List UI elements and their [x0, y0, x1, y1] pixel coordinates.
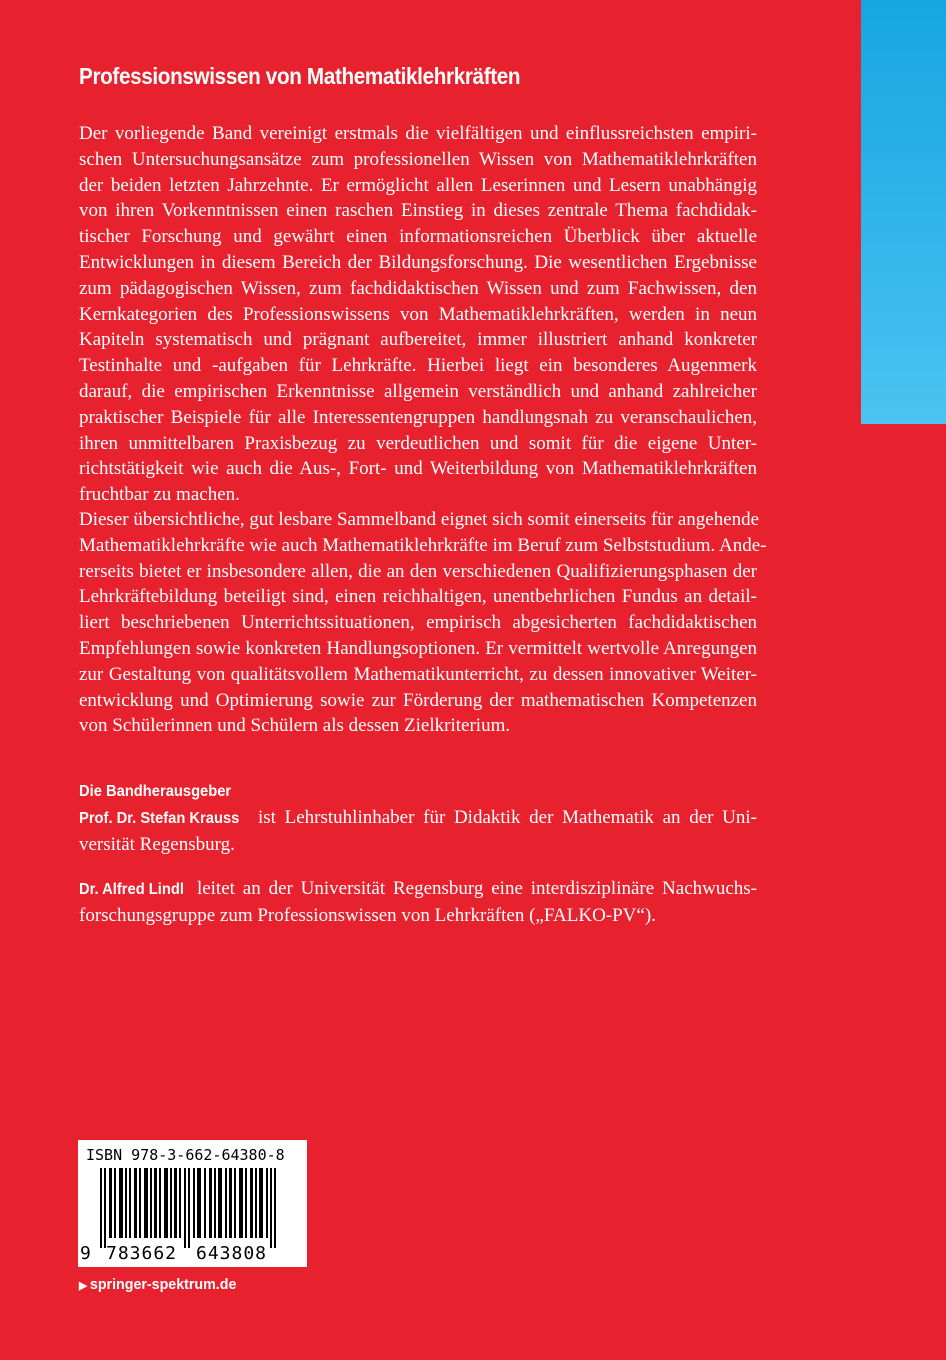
text-line: praktischer Beispiele für alle Interessentengruppen handlungsnah zu veranschaulichen,: [79, 406, 757, 428]
text-line: Dieser übersichtliche, gut lesbare Sammelband eignet sich somit einerseits für angehende: [79, 509, 760, 530]
text-line: forschungsgruppe zum Professionswissen von Lehrkräften („FALKO-PV“).: [79, 904, 656, 926]
text-line: Mathematiklehrkräfte wie auch Mathematiklehrkräfte im Beruf zum Selbststudium. Ande-: [79, 534, 767, 556]
isbn-label: ISBN 978-3-662-64380-8: [86, 1146, 285, 1164]
text-line: Testinhalte und -aufgaben für Lehrkräfte. Hierbei liegt ein besonderes Augenmerk: [79, 355, 757, 377]
barcode-digit: 9: [80, 1243, 91, 1264]
text-line: versität Regensburg.: [79, 833, 235, 855]
publisher-website[interactable]: [79, 1276, 236, 1293]
editor-bio-text: ist Lehrstuhlinhaber für Didaktik der Mathematik an der Uni-: [257, 807, 758, 828]
description-paragraph-2: [79, 507, 767, 739]
text-line: ihren unmittelbaren Praxisbezug zu verdeutlichen und somit für die eigene Unter-: [79, 432, 757, 454]
text-line: zum pädagogischen Wissen, zum fachdidaktischen Wissen und zum Fachwissen, den: [79, 277, 757, 299]
text-line: tischer Forschung und gewährt einen informationsreichen Überblick über aktuelle: [79, 226, 757, 248]
editor-bio-krauss: [79, 805, 757, 858]
text-line: richtstätigkeit wie auch die Aus-, Fort- und Weiterbildung von Mathematiklehrkräften: [79, 458, 757, 480]
text-line: Der vorliegende Band vereinigt erstmals die vielfältigen und einflussreichsten empiri-: [79, 123, 757, 144]
book-title: Professionswissen von Mathematiklehrkräften: [79, 63, 521, 89]
text-line: [79, 876, 757, 903]
barcode-digit-group: 643808: [196, 1243, 268, 1264]
text-line: rerseits bietet er insbesondere allen, die an den verschiedenen Qualifizierungsphasen der: [79, 560, 757, 582]
barcode-bars: [86, 1168, 299, 1248]
editor-name: Prof. Dr. Stefan Krauss: [79, 810, 240, 827]
editor-bio-lindl: [79, 876, 757, 929]
isbn-barcode: [78, 1140, 307, 1267]
editor-bio-text: leitet an der Universität Regensburg eine interdisziplinäre Nachwuchs-: [196, 878, 758, 899]
cover-accent-tab: [861, 0, 946, 424]
editor-name: Dr. Alfred Lindl: [79, 881, 184, 898]
text-line: darauf, die empirischen Erkenntnisse allgemein verständlich und anhand zahlreicher: [79, 380, 757, 402]
barcode-digit-group: 783662: [106, 1243, 178, 1264]
website-text: springer-spektrum.de: [89, 1276, 237, 1293]
text-line: liert beschriebenen Unterrichtssituationen, empirisch abgesicherten fachdidaktischen: [79, 612, 757, 634]
text-line: der beiden letzten Jahrzehnte. Er ermöglicht allen Leserinnen und Lesern unabhängig: [79, 174, 757, 196]
description-paragraph-1: [79, 121, 757, 508]
text-line: Empfehlungen sowie konkreten Handlungsoptionen. Er vermittelt wertvolle Anregungen: [79, 637, 757, 659]
text-line: schen Untersuchungsansätze zum professionellen Wissen von Mathematiklehrkräften: [79, 148, 757, 170]
text-line: [79, 805, 757, 832]
text-line: von ihren Vorkenntnissen einen raschen Einstieg in dieses zentrale Thema fachdidak-: [79, 200, 757, 222]
text-line: Entwicklungen in diesem Bereich der Bildungsforschung. Die wesentlichen Ergebnisse: [79, 251, 757, 273]
text-line: entwicklung und Optimierung sowie zur Förderung der mathematischen Kompetenzen: [79, 689, 757, 711]
text-line: zur Gestaltung von qualitätsvollem Mathematikunterricht, zu dessen innovativer Weiter-: [79, 663, 757, 685]
text-line: Kernkategorien des Professionswissens von Mathematiklehrkräften, werden in neun: [79, 303, 757, 325]
text-line: Lehrkräftebildung beteiligt sind, einen reichhaltigen, unentbehrlichen Fundus an detail-: [79, 586, 757, 608]
text-line: von Schülerinnen und Schülern als dessen Zielkriterium.: [79, 715, 511, 737]
arrow-right-icon: ▶: [79, 1280, 88, 1292]
editors-heading: Die Bandherausgeber: [79, 783, 232, 800]
text-line: Kapiteln systematisch und prägnant aufbereitet, immer illustriert anhand konkreter: [79, 329, 757, 351]
text-line: fruchtbar zu machen.: [79, 484, 240, 506]
